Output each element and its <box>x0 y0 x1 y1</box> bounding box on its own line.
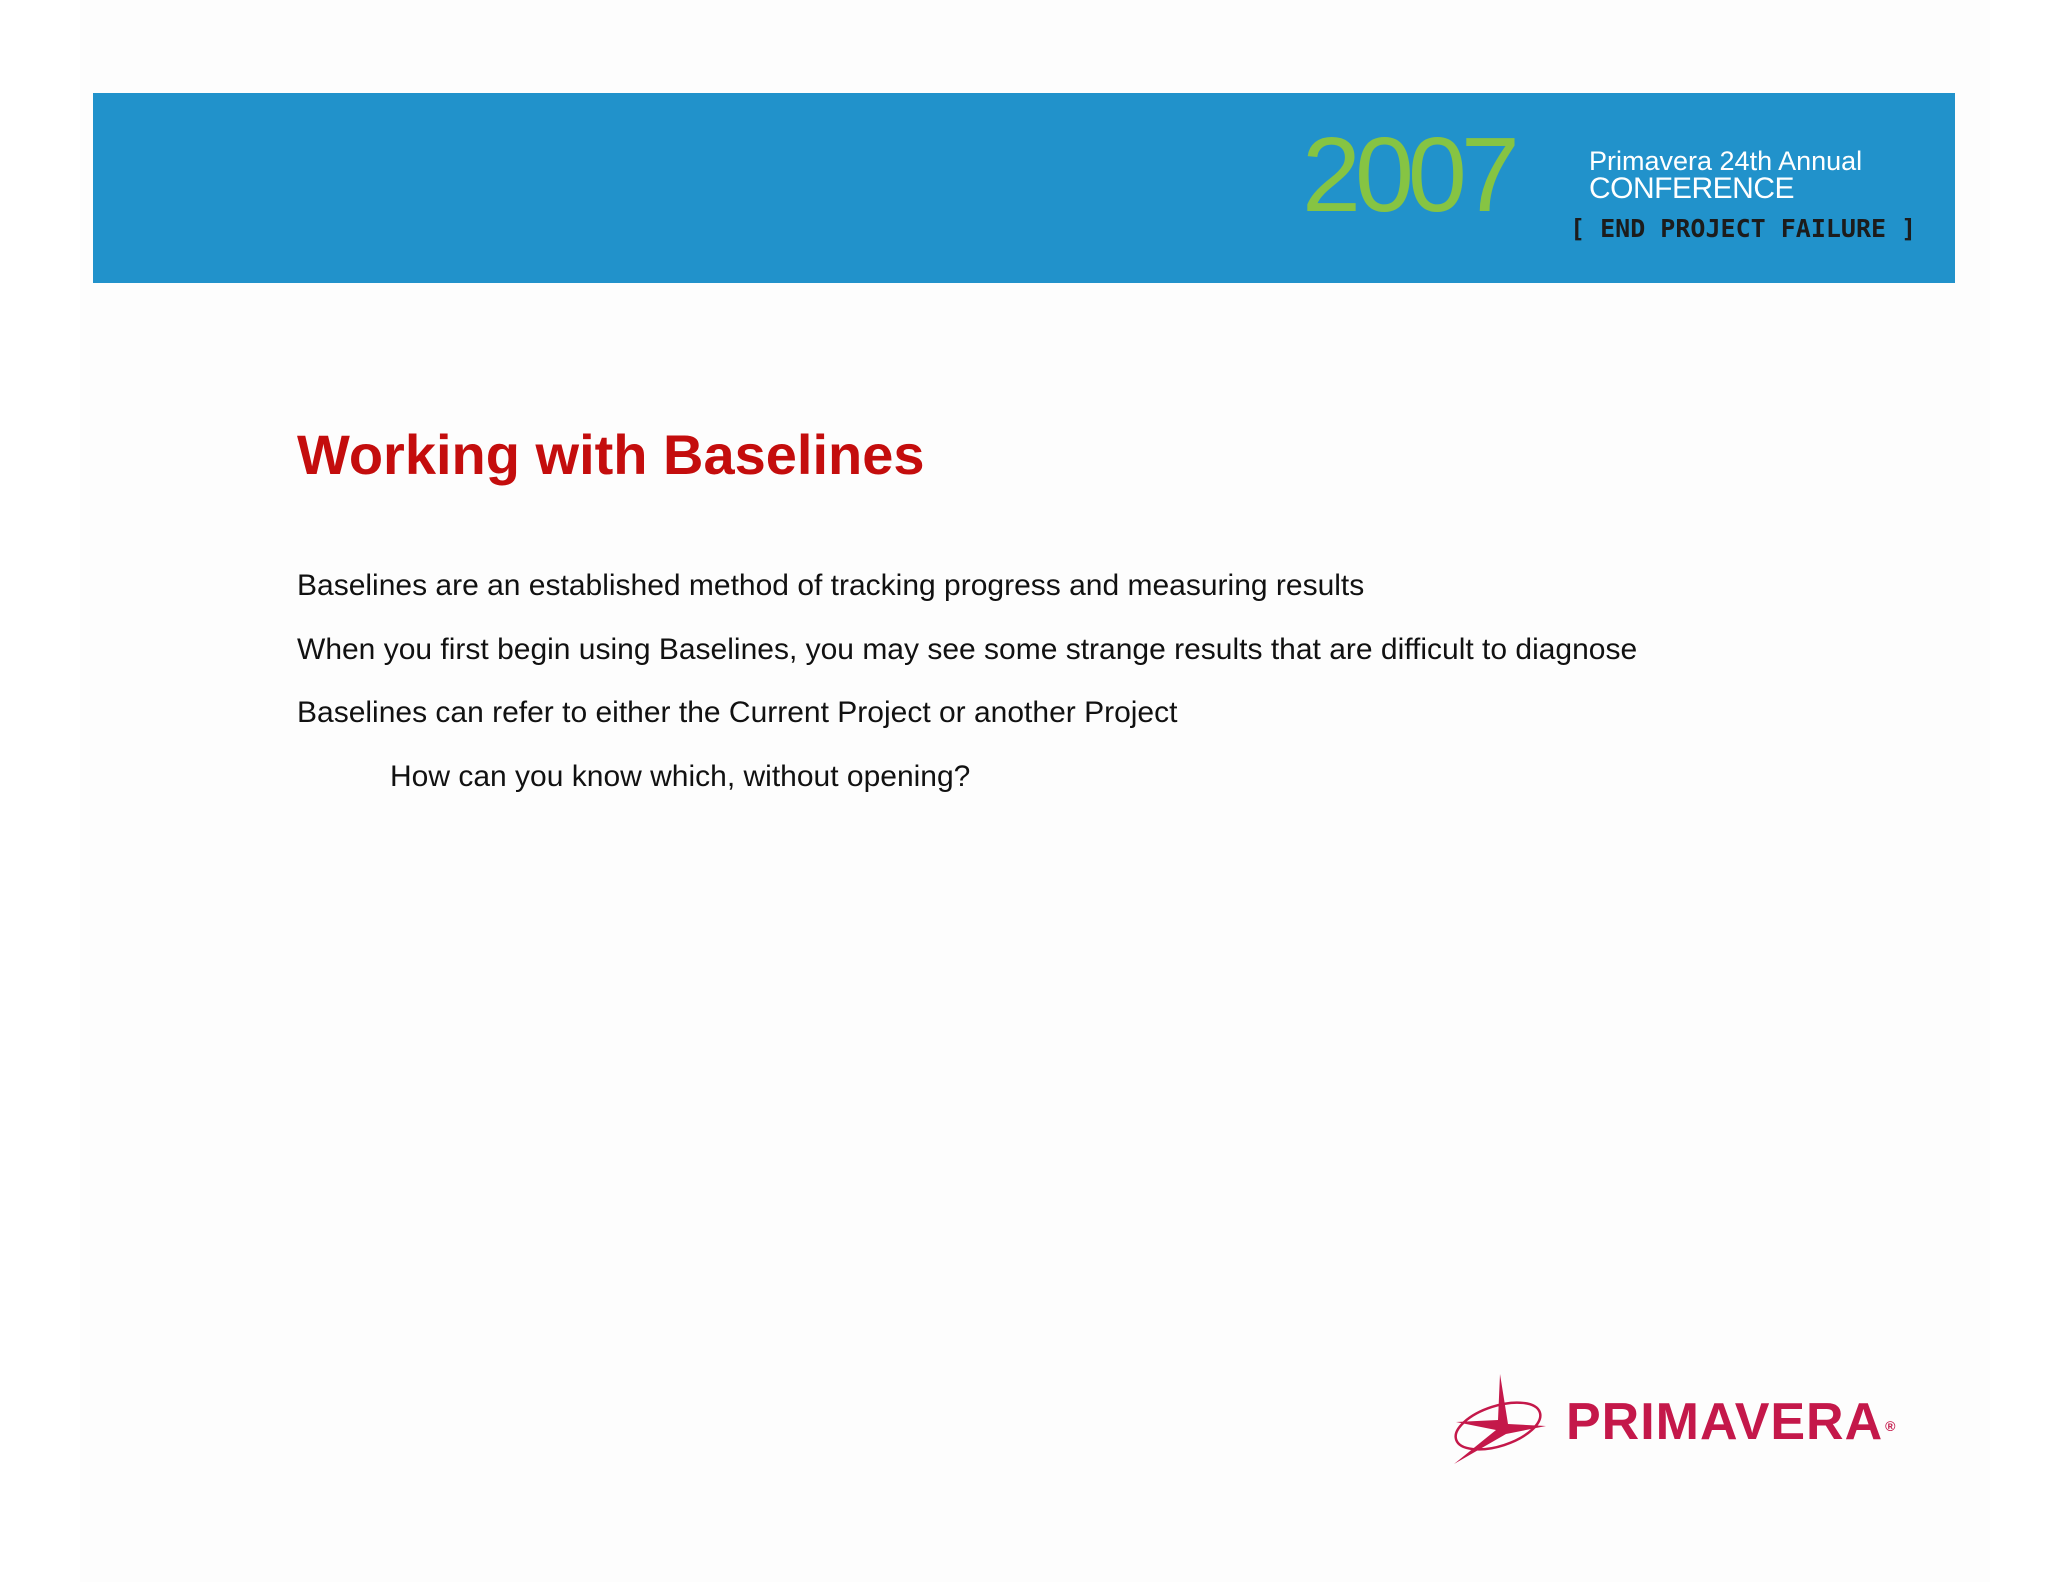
primavera-logo <box>1450 1372 1900 1472</box>
bullet-line: Baselines can refer to either the Current Project or another Project <box>297 696 1178 729</box>
primavera-logo-text: PRIMAVERA ® <box>1566 1393 1897 1451</box>
slide-title: Working with Baselines <box>297 423 925 486</box>
banner-year: 2007 <box>1302 116 1514 234</box>
banner-conference-name: Primavera 24th Annual <box>1589 146 1863 176</box>
bullet-line: Baselines are an established method of tracking progress and measuring results <box>297 569 1365 602</box>
banner-tagline: [ END PROJECT FAILURE ] <box>1570 214 1917 243</box>
banner-conference-label: CONFERENCE <box>1589 172 1795 205</box>
primavera-logo-icon <box>1450 1372 1550 1472</box>
sub-bullet-line: How can you know which, without opening? <box>390 760 971 793</box>
bullet-line: When you first begin using Baselines, you may see some strange results that are difficult to diagnose <box>297 633 1638 666</box>
